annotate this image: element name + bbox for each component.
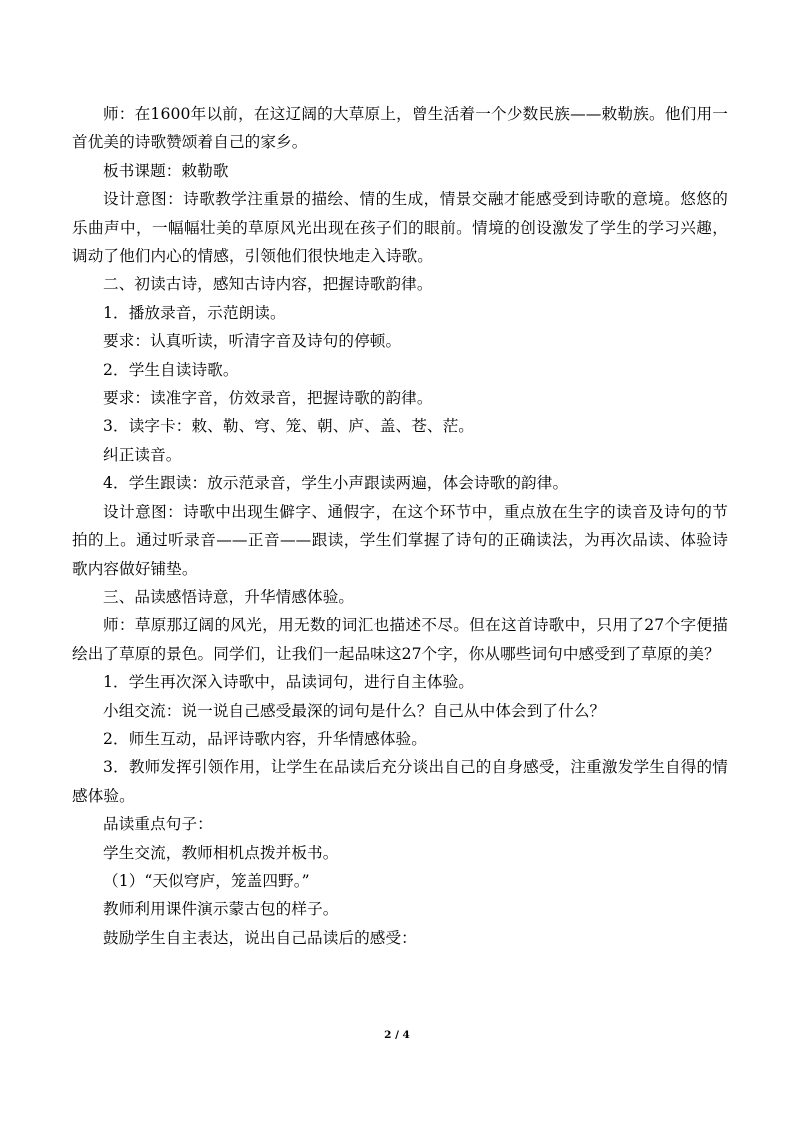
section-heading-3: 三、品读感悟诗意，升华情感体验。 xyxy=(103,587,355,606)
list-item-6: 2．师生互动，品评诗歌内容，升华情感体验。 xyxy=(103,729,427,748)
paragraph-board-title: 板书课题：敕勒歌 xyxy=(103,161,229,180)
list-item-5: 1．学生再次深入诗歌中，品读词句，进行自主体验。 xyxy=(103,673,474,692)
section-heading-2: 二、初读古诗，感知古诗内容，把握诗歌韵律。 xyxy=(103,275,433,294)
paragraph-key-sentences: 品读重点句子： xyxy=(103,815,213,834)
paragraph-encourage-expression: 鼓励学生自主表达，说出自己品读后的感受： xyxy=(103,928,417,947)
page-number: 2 / 4 xyxy=(384,1029,410,1041)
paragraph-courseware-demo: 教师利用课件演示蒙古包的样子。 xyxy=(103,900,339,919)
document-body xyxy=(72,100,728,952)
paragraph-design-intent-2: 设计意图：诗歌中出现生僻字、通假字，在这个环节中，重点放在生字的读音及诗句的节拍的上。通过听录音——正音——跟读，学生们掌握了诗句的正确读法，为再次品读、体验诗歌内容做好铺垫。 xyxy=(72,502,728,578)
list-item-3: 3．读字卡：敕、勒、穹、笼、朝、庐、盖、苍、茫。 xyxy=(103,417,474,436)
paragraph-design-intent-1: 设计意图：诗歌教学注重景的描绘、情的生成，情景交融才能感受到诗歌的意境。悠悠的乐曲声中，一幅幅壮美的草原风光出现在孩子们的眼前。情境的创设激发了学生的学习兴趣，调动了他们内心的情感，引领他们很快地走入诗歌。 xyxy=(72,190,728,266)
paragraph-group-discussion: 小组交流：说一说自己感受最深的词句是什么？自己从中体会到了什么？ xyxy=(103,701,606,720)
paragraph-correct-pronunciation: 纠正读音。 xyxy=(103,445,182,464)
list-item-7: 3．教师发挥引领作用，让学生在品读后充分谈出自己的自身感受，注重激发学生自得的情感体验。 xyxy=(72,758,728,805)
list-item-1: 1．播放录音，示范朗读。 xyxy=(103,303,286,322)
list-item-4: 4．学生跟读：放示范录音，学生小声跟读两遍，体会诗歌的韵律。 xyxy=(103,474,569,493)
list-item-2: 2．学生自读诗歌。 xyxy=(103,360,239,379)
paragraph-teacher-intro: 师：在1600年以前，在这辽阔的大草原上，曾生活着一个少数民族——敕勒族。他们用一首优美的诗歌赞颂着自己的家乡。 xyxy=(72,105,728,152)
paragraph-quote-1: （1）“天似穹庐，笼盖四野。” xyxy=(103,871,310,890)
paragraph-requirement-1: 要求：认真听读，听清字音及诗句的停顿。 xyxy=(103,332,402,351)
paragraph-teacher-grassland: 师：草原那辽阔的风光，用无数的词汇也描述不尽。但在这首诗歌中，只用了27个字便描绘出了草原的景色。同学们，让我们一起品味这27个字，你从哪些词句中感受到了草原的美？ xyxy=(72,616,728,663)
paragraph-requirement-2: 要求：读准字音，仿效录音，把握诗歌的韵律。 xyxy=(103,389,433,408)
paragraph-student-exchange: 学生交流，教师相机点拨并板书。 xyxy=(103,843,339,862)
